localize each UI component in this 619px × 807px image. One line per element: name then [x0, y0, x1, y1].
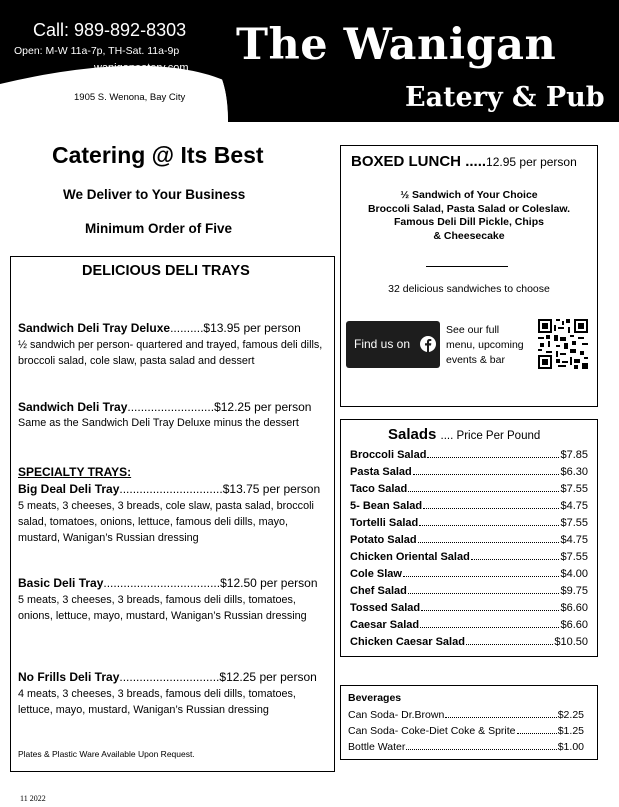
footer-date: 11 2022	[20, 794, 46, 803]
facebook-side-line: menu, upcoming	[446, 339, 524, 351]
salad-row	[350, 599, 588, 614]
salad-name: Tortelli Salad	[350, 517, 419, 529]
dot-leader	[466, 644, 553, 645]
deli-item-name: No Frills Deli Tray	[18, 670, 120, 684]
salad-price: $6.30	[560, 466, 588, 478]
deli-trays-title: DELICIOUS DELI TRAYS	[82, 263, 250, 279]
sandwich-count: 32 delicious sandwiches to choose	[388, 283, 550, 295]
plates-note: Plates & Plastic Ware Available Upon Request.	[18, 749, 195, 759]
deli-item-name: Big Deal Deli Tray	[18, 482, 120, 496]
beverage-name: Bottle Water	[348, 741, 406, 753]
salad-price: $7.55	[560, 517, 588, 529]
hours: Open: M-W 11a-7p, TH-Sat. 11a-9p	[14, 45, 180, 57]
brand-name: The Wanigan	[236, 20, 557, 70]
boxed-lunch-heading	[351, 153, 577, 170]
dot-leader	[419, 525, 559, 526]
dot-leader	[517, 733, 557, 734]
salad-row	[350, 514, 588, 529]
salad-row	[350, 480, 588, 495]
salad-row	[350, 446, 588, 461]
deli-item-desc: Same as the Sandwich Deli Tray Deluxe minus the dessert	[18, 417, 299, 429]
deli-item-leader: ...............................	[119, 482, 223, 496]
salads-heading	[388, 426, 540, 443]
deli-item-desc: 4 meats, 3 cheeses, 3 breads, famous deli dills, tomatoes, lettuce, mayo, mustard, Wanigan’s Russian dressing	[18, 688, 296, 716]
divider	[426, 266, 508, 267]
salad-name: Taco Salad	[350, 483, 408, 495]
dot-leader	[418, 542, 560, 543]
salad-name: Chicken Oriental Salad	[350, 551, 470, 563]
deli-item-name: Sandwich Deli Tray Deluxe	[18, 321, 171, 335]
facebook-icon	[420, 336, 436, 352]
salad-name: Chicken Caesar Salad	[350, 636, 465, 648]
deli-item-title	[18, 482, 320, 496]
salad-name: Cole Slaw	[350, 568, 402, 580]
salad-name: Pasta Salad	[350, 466, 412, 478]
salad-price: $7.85	[560, 449, 588, 461]
deli-item-desc: ½ sandwich per person- quartered and trayed, famous deli dills, broccoli salad, cole slaw, pasta salad and dessert	[18, 339, 323, 367]
boxed-lunch-description	[342, 189, 596, 243]
dot-leader	[420, 627, 559, 628]
beverage-name: Can Soda- Dr.Brown	[348, 709, 445, 721]
deli-item-leader: ..........................	[127, 400, 215, 414]
minimum-order-text: Minimum Order of Five	[85, 221, 233, 236]
boxed-lunch-line: ½ Sandwich of Your Choice	[400, 189, 538, 201]
salad-name: Broccoli Salad	[350, 449, 427, 461]
boxed-lunch-line: & Cheesecake	[433, 229, 505, 242]
salads-title: Salads	[388, 426, 437, 443]
salad-price: $6.60	[560, 602, 588, 614]
address: 1905 S. Wenona, Bay City	[74, 92, 186, 103]
boxed-lunch-line: Famous Deli Dill Pickle, Chips	[394, 216, 544, 228]
salads-subtitle: .... Price Per Pound	[440, 430, 541, 442]
salad-name: Tossed Salad	[350, 602, 421, 614]
phone-number[interactable]: Call: 989-892-8303	[33, 20, 187, 40]
salad-price: $6.60	[560, 619, 588, 631]
catering-title: Catering @ Its Best	[52, 142, 264, 168]
beverages-title: Beverages	[348, 692, 402, 704]
salad-price: $7.55	[560, 551, 588, 563]
brand-subtitle: Eatery & Pub	[405, 82, 605, 113]
deli-item-price: $12.50 per person	[220, 576, 318, 590]
beverage-price: $1.00	[557, 741, 584, 753]
beverage-row	[348, 738, 584, 753]
deli-item-price: $13.95 per person	[203, 321, 301, 335]
boxed-lunch-leader: .....	[465, 153, 487, 170]
salad-price: $4.75	[560, 500, 588, 512]
facebook-side-line: See our full	[446, 324, 500, 336]
website-link[interactable]: waniganeatery.com	[94, 62, 189, 74]
salad-row	[350, 582, 588, 597]
deli-item-title	[18, 576, 318, 590]
salad-name: Potato Salad	[350, 534, 417, 546]
header	[0, 0, 619, 122]
salad-price: $7.55	[560, 483, 588, 495]
salad-row	[350, 531, 588, 546]
specialty-heading: SPECIALTY TRAYS:	[18, 465, 132, 479]
boxed-lunch-title: BOXED LUNCH	[351, 153, 462, 170]
facebook-side-line: events & bar	[446, 354, 505, 366]
salad-row	[350, 616, 588, 631]
beverage-price: $2.25	[557, 709, 584, 721]
deli-item-price: $12.25 per person	[219, 670, 317, 684]
salad-name: Caesar Salad	[350, 619, 420, 631]
salad-row	[350, 565, 588, 580]
dot-leader	[413, 474, 560, 475]
beverage-name: Can Soda- Coke-Diet Coke & Sprite	[348, 725, 516, 737]
deli-item-leader: ..............................	[119, 670, 220, 684]
boxed-lunch-price: 12.95 per person	[486, 155, 577, 169]
deliver-text: We Deliver to Your Business	[63, 187, 246, 202]
deli-item-leader: ...................................	[103, 576, 221, 590]
deli-item-price: $12.25 per person	[214, 400, 312, 414]
salad-row	[350, 497, 588, 512]
deli-item-desc: 5 meats, 3 cheeses, 3 breads, famous deli dills, tomatoes, onions, lettuce, mayo, mustard, Wanigan’s Russian dressing	[18, 594, 307, 622]
facebook-side-text	[446, 323, 536, 368]
salad-price: $9.75	[560, 585, 588, 597]
deli-item-name: Sandwich Deli Tray	[18, 400, 128, 414]
deli-item-leader: ..........	[170, 321, 204, 335]
beverage-row	[348, 722, 584, 737]
dot-leader	[421, 610, 559, 611]
dot-leader	[423, 508, 559, 509]
beverage-price: $1.25	[557, 725, 584, 737]
deli-item-name: Basic Deli Tray	[18, 576, 104, 590]
salad-row	[350, 548, 588, 563]
beverage-row	[348, 706, 584, 721]
dot-leader	[445, 717, 556, 718]
salad-row	[350, 633, 588, 648]
dot-leader	[408, 593, 560, 594]
deli-item-price: $13.75 per person	[222, 482, 321, 496]
dot-leader	[406, 749, 556, 750]
salad-price: $4.75	[560, 534, 588, 546]
salad-price: $10.50	[554, 636, 588, 648]
salad-price: $4.00	[560, 568, 588, 580]
qr-code[interactable]	[538, 319, 588, 369]
salad-name: Chef Salad	[350, 585, 407, 597]
dot-leader	[471, 559, 560, 560]
boxed-lunch-line: Broccoli Salad, Pasta Salad or Coleslaw.	[367, 202, 571, 215]
dot-leader	[403, 576, 560, 577]
dot-leader	[408, 491, 559, 492]
salad-name: 5- Bean Salad	[350, 500, 423, 512]
deli-item-title	[18, 670, 317, 684]
deli-item-title	[18, 321, 301, 335]
deli-item-title	[18, 400, 311, 414]
salad-row	[350, 463, 588, 478]
facebook-badge-label: Find us on	[354, 337, 411, 351]
deli-item-desc: 5 meats, 3 cheeses, 3 breads, cole slaw, pasta salad, broccoli salad, tomatoes, onions, lettuce, famous deli dills, mayo, mustard, Wanigan’s Russian dressing	[18, 500, 314, 544]
dot-leader	[427, 457, 559, 458]
